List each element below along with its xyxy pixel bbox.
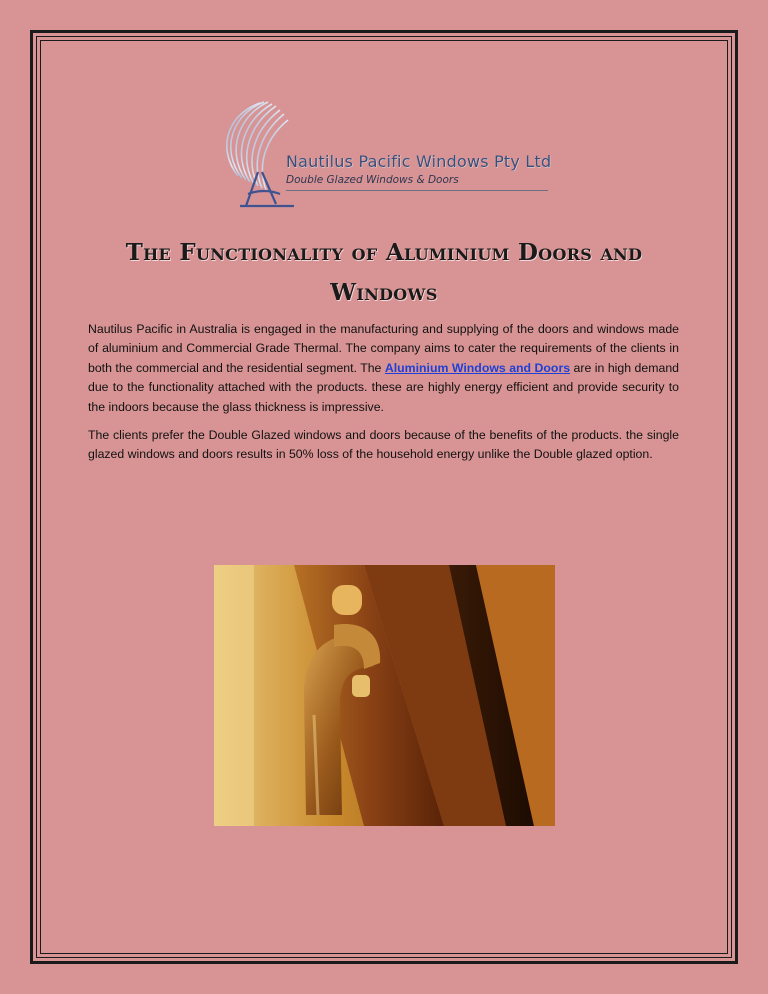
door-handle-image	[214, 565, 555, 826]
paragraph-double-glazed: The clients prefer the Double Glazed windows and doors because of the benefits of the products. the single glazed windows and doors results in 50% loss of the household energy unlike the Double glazed option.	[88, 428, 679, 462]
paragraph-intro	[88, 320, 679, 417]
page-title: The Functionality of Aluminium Doors and Windows	[125, 239, 643, 306]
company-logo	[218, 94, 550, 214]
aluminium-windows-doors-link[interactable]: Aluminium Windows and Doors	[384, 360, 571, 375]
company-name: Nautilus Pacific Windows Pty Ltd	[286, 152, 552, 171]
logo-divider	[286, 190, 548, 191]
paragraph-intro-text-start: Nautilus Pacific in Australia is engaged in the manufacturing and supplying of the doors and windows made of aluminium and Commercial Grade Thermal. The company aims to cater the requirements of the clients in both the commercial and the residential segment. The	[88, 322, 679, 375]
article-body	[88, 320, 679, 474]
paragraph-intro-text-end: are in high demand due to the functionality attached with the products. these are highly energy efficient and provide security to the indoors because the glass thickness is impressive.	[88, 360, 679, 414]
company-tagline: Double Glazed Windows & Doors	[286, 174, 459, 186]
door-handle-photo	[214, 565, 555, 826]
